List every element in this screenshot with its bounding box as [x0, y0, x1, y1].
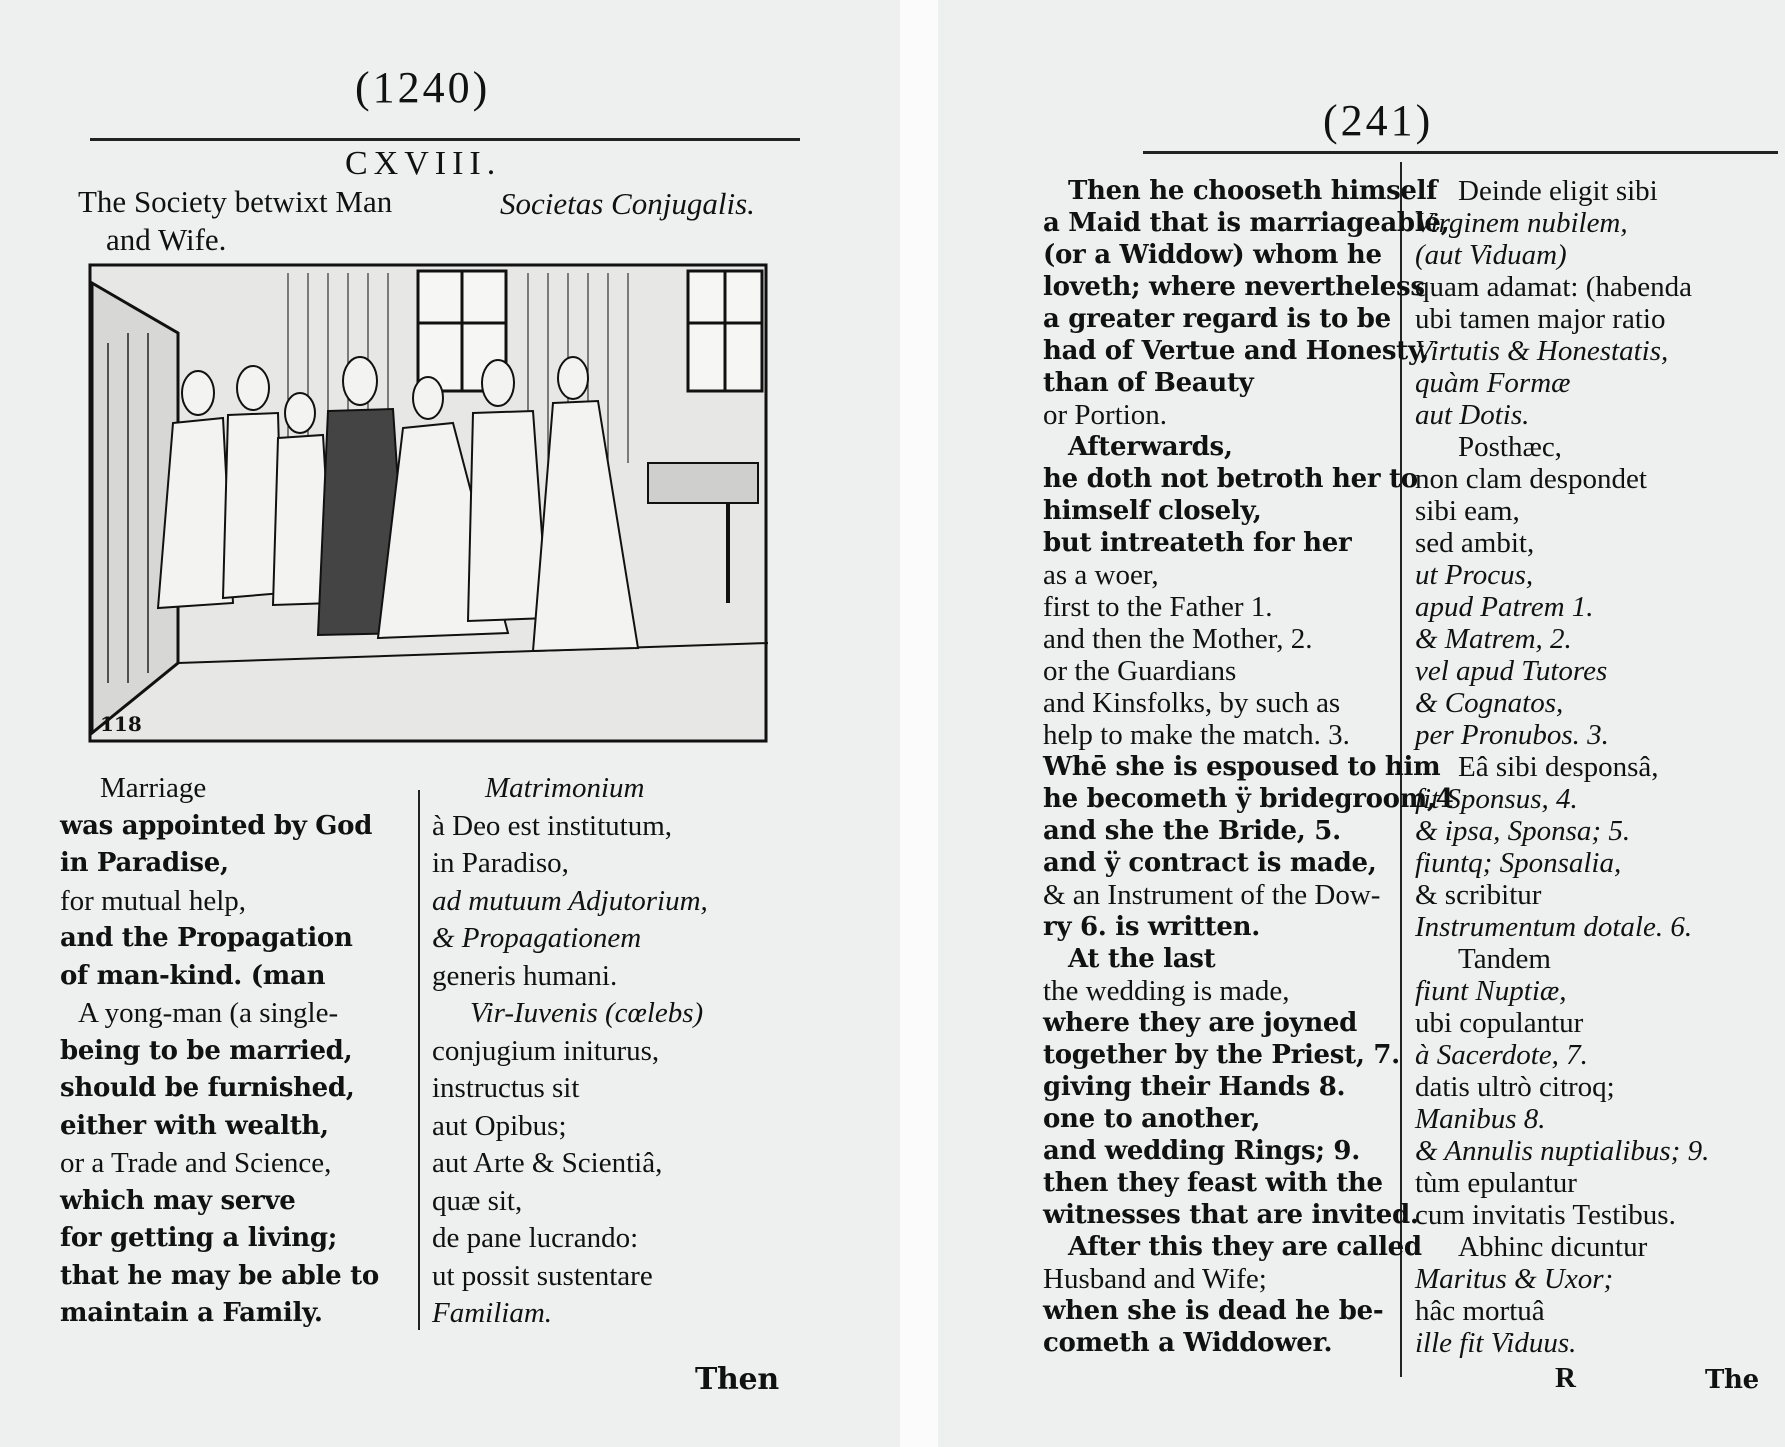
latin-line: (aut Viduam) [1415, 239, 1567, 271]
latin-line: quæ sit, [432, 1184, 523, 1217]
english-line: a Maid that is marriageable, [1043, 208, 1450, 238]
latin-line: conjugium initurus, [432, 1034, 660, 1067]
latin-line: ubi tamen major ratio [1415, 303, 1666, 335]
english-line: when she is dead he be- [1043, 1296, 1384, 1326]
english-line: in Paradise, [60, 848, 229, 878]
column-divider [418, 790, 420, 1330]
latin-line: Manibus 8. [1415, 1103, 1546, 1135]
latin-line: ille fit Viduus. [1415, 1327, 1577, 1359]
english-line: or a Trade and Science, [60, 1147, 332, 1179]
english-line: witnesses that are invited. [1043, 1200, 1419, 1230]
english-line: should be furnished, [60, 1073, 355, 1103]
english-line: and then the Mother, 2. [1043, 623, 1313, 655]
english-line: Then he chooseth himself [1068, 176, 1438, 206]
latin-line: aut Opibus; [432, 1109, 567, 1142]
english-line: At the last [1068, 944, 1216, 974]
latin-line: Maritus & Uxor; [1415, 1263, 1614, 1295]
latin-line: Eâ sibi desponsâ, [1458, 751, 1659, 783]
latin-line: Vir-Iuvenis (cœlebs) [470, 997, 704, 1029]
catchword: The [1705, 1365, 1759, 1395]
latin-line: generis humani. [432, 959, 618, 992]
latin-line: Deinde eligit sibi [1458, 175, 1658, 207]
latin-line: & Annulis nuptialibus; 9. [1415, 1135, 1710, 1167]
latin-line: & ipsa, Sponsa; 5. [1415, 815, 1631, 847]
english-line: a greater regard is to be [1043, 304, 1391, 334]
book-gutter [900, 0, 938, 1447]
latin-line: non clam despondet [1415, 463, 1647, 495]
latin-line: Posthæc, [1458, 431, 1562, 463]
english-line: for getting a living; [60, 1223, 338, 1253]
english-line: either with wealth, [60, 1110, 329, 1141]
english-line: being to be married, [60, 1035, 353, 1066]
english-line: one to another, [1043, 1104, 1261, 1134]
english-line: the wedding is made, [1043, 975, 1290, 1007]
english-line: he doth not betroth her to [1043, 464, 1418, 494]
latin-line: ut Procus, [1415, 559, 1534, 591]
page-number-right: (241) [1323, 96, 1434, 145]
latin-line: Virtutis & Honestatis, [1415, 335, 1669, 367]
latin-line: aut Dotis. [1415, 399, 1530, 431]
english-line: or Portion. [1043, 399, 1168, 431]
latin-line: Virginem nubilem, [1415, 207, 1628, 239]
latin-line: & Propagationem [432, 922, 642, 954]
english-line: then they feast with the [1043, 1168, 1383, 1198]
latin-line: aut Arte & Scientiâ, [432, 1147, 663, 1179]
english-line: where they are joyned [1043, 1008, 1358, 1038]
title-english-cont: and Wife. [106, 222, 227, 257]
latin-line: apud Patrem 1. [1415, 591, 1594, 623]
latin-line: & Cognatos, [1415, 687, 1564, 719]
signature-mark: R [1555, 1362, 1576, 1394]
latin-line: per Pronubos. 3. [1415, 719, 1609, 751]
latin-line: à Sacerdote, 7. [1415, 1039, 1588, 1071]
latin-line: Tandem [1458, 943, 1551, 975]
english-line: himself closely, [1043, 496, 1262, 526]
latin-line: Matrimonium [485, 772, 645, 804]
right-page [938, 0, 1785, 1447]
english-line: loveth; where nevertheless [1043, 272, 1425, 302]
chapter-number: CXVIII. [345, 145, 502, 182]
english-line: but intreateth for her [1043, 528, 1352, 558]
latin-line: tùm epulantur [1415, 1167, 1577, 1199]
latin-line: Familiam. [432, 1297, 553, 1329]
latin-line: Instrumentum dotale. 6. [1415, 911, 1693, 943]
english-line: was appointed by God [60, 810, 373, 841]
english-line: After this they are called [1068, 1232, 1422, 1262]
english-line: of man-kind. (man [60, 960, 326, 991]
english-line: cometh a Widdower. [1043, 1328, 1333, 1358]
english-line: (or a Widdow) whom he [1043, 240, 1382, 270]
english-line: and the Propagation [60, 923, 353, 953]
latin-line: ut possit sustentare [432, 1259, 653, 1292]
latin-line: in Paradiso, [432, 847, 569, 879]
english-line: together by the Priest, 7. [1043, 1040, 1400, 1070]
catchword: Then [695, 1362, 779, 1397]
latin-line: cum invitatis Testibus. [1415, 1199, 1676, 1231]
latin-line: ad mutuum Adjutorium, [432, 884, 708, 917]
illustration-number: 118 [100, 712, 142, 736]
english-line: for mutual help, [60, 884, 247, 917]
latin-line: à Deo est institutum, [432, 809, 673, 842]
english-line: Marriage [100, 772, 207, 804]
latin-line: sed ambit, [1415, 527, 1535, 559]
english-line: and ÿ contract is made, [1043, 848, 1377, 878]
english-line: maintain a Family. [60, 1298, 323, 1328]
latin-line: fiunt Nuptiæ, [1415, 975, 1567, 1007]
english-line: Husband and Wife; [1043, 1263, 1267, 1295]
english-line: Whē she is espoused to him [1043, 752, 1441, 782]
latin-line: ubi copulantur [1415, 1007, 1584, 1039]
english-line: and wedding Rings; 9. [1043, 1136, 1360, 1166]
latin-line: instructus sit [432, 1072, 580, 1104]
latin-line: hâc mortuâ [1415, 1295, 1545, 1327]
latin-line: & scribitur [1415, 879, 1542, 911]
english-line: and she the Bride, 5. [1043, 816, 1341, 846]
latin-line: fit Sponsus, 4. [1415, 783, 1578, 815]
english-line: which may serve [60, 1185, 296, 1216]
woodcut-illustration [88, 263, 768, 743]
latin-line: sibi eam, [1415, 495, 1520, 527]
english-line: giving their Hands 8. [1043, 1072, 1346, 1102]
header-rule [90, 138, 800, 141]
title-latin: Societas Conjugalis. [500, 186, 755, 221]
english-line: or the Guardians [1043, 655, 1237, 687]
english-line: and Kinsfolks, by such as [1043, 687, 1341, 719]
english-line: than of Beauty [1043, 368, 1254, 398]
english-line: & an Instrument of the Dow- [1043, 879, 1381, 911]
latin-line: fiuntq; Sponsalia, [1415, 847, 1622, 879]
latin-line: quam adamat: (habenda [1415, 271, 1692, 303]
header-rule [1143, 151, 1778, 154]
latin-line: vel apud Tutores [1415, 655, 1608, 687]
english-line: he becometh ÿ bridegroom,4 [1043, 784, 1454, 814]
latin-line: datis ultrò citroq; [1415, 1071, 1615, 1103]
page-number-left: (1240) [355, 63, 491, 112]
latin-line: de pane lucrando: [432, 1222, 639, 1254]
english-line: first to the Father 1. [1043, 591, 1273, 623]
english-line: ry 6. is written. [1043, 912, 1260, 942]
english-line: had of Vertue and Honesty, [1043, 336, 1429, 366]
english-line: A yong-man (a single- [78, 997, 339, 1029]
latin-line: & Matrem, 2. [1415, 623, 1572, 655]
english-line: Afterwards, [1068, 432, 1233, 462]
english-line: help to make the match. 3. [1043, 719, 1350, 751]
english-line: that he may be able to [60, 1260, 379, 1291]
latin-line: quàm Formæ [1415, 367, 1571, 399]
english-line: as a woer, [1043, 559, 1159, 591]
title-english: The Society betwixt Man [78, 184, 393, 219]
latin-line: Abhinc dicuntur [1458, 1231, 1648, 1263]
